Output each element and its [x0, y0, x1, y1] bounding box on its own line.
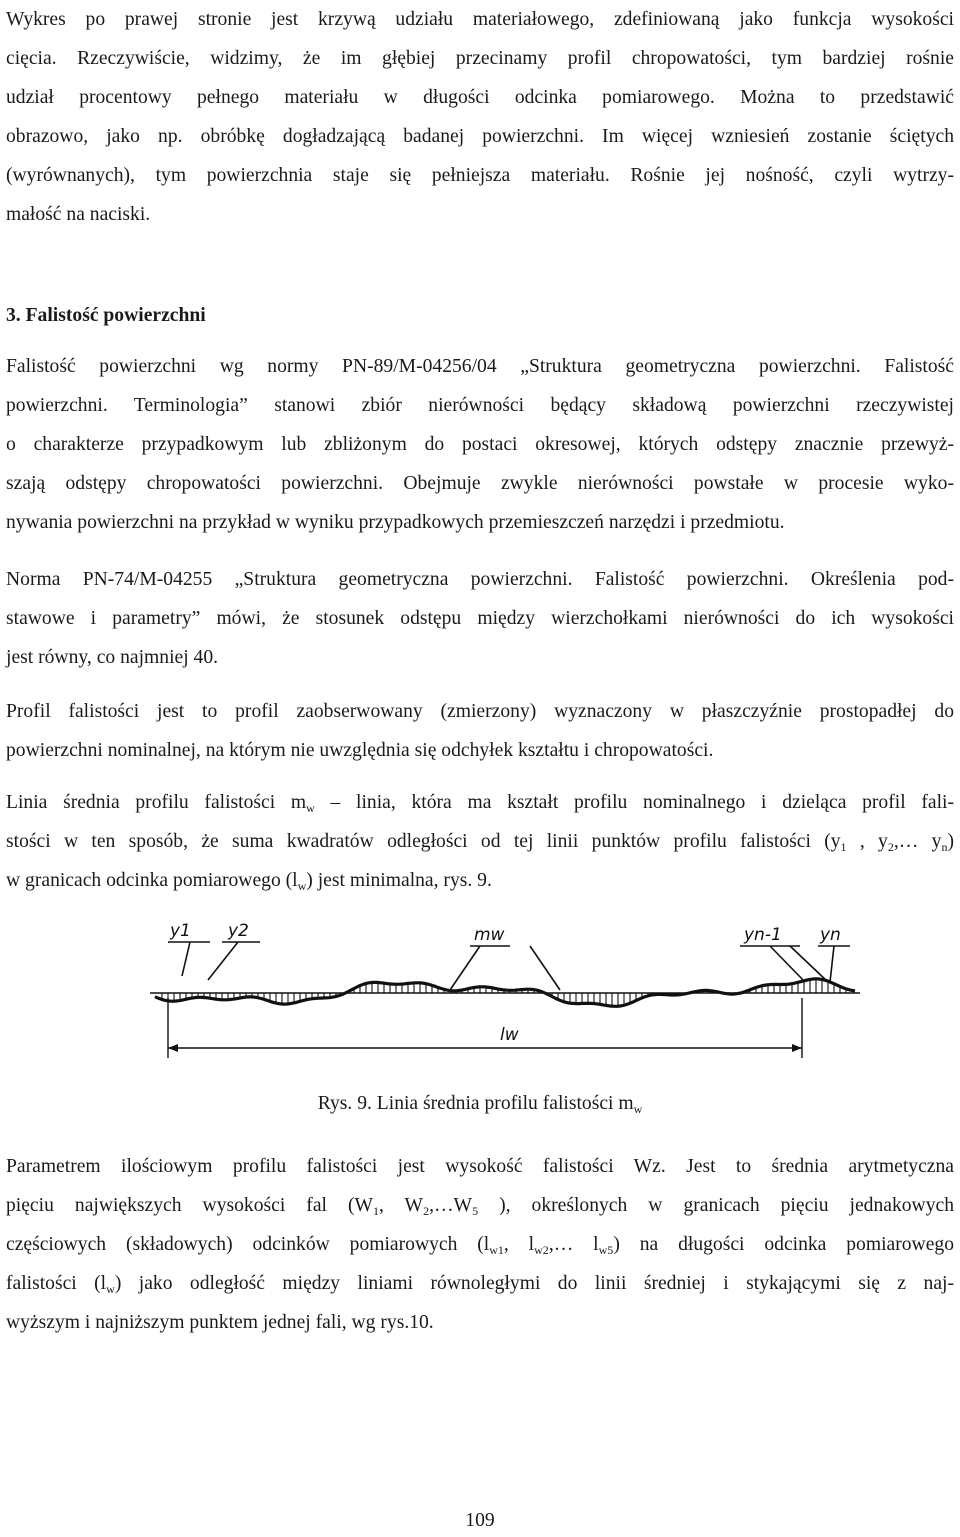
text-line: Profil falistości jest to profil zaobserwowany (zmierzony) wyznaczony w płaszczyźnie prostopadłej do	[6, 701, 954, 722]
paragraph-bearing-curve	[6, 0, 954, 234]
leader-yn1-a	[770, 946, 805, 982]
paragraph-waviness-definition	[6, 347, 954, 542]
text-line: nywania powierzchni na przykład w wyniku przypadkowych przemieszczeń narzędzi i przedmiotu.	[6, 512, 785, 533]
waviness-profile-figure	[150, 908, 860, 1068]
paragraph-mean-line	[6, 783, 954, 900]
text-line: pięciu największych wysokości fal ($W_1$, $W_2,\dots W_5$ ), określonych w granicach pięciu jednakowych	[6, 1195, 954, 1218]
text-line: falistości $(l_w)$ jako odległość między liniami równoległymi do linii średniej i stykającymi się z naj-	[6, 1273, 954, 1296]
text-line: Parametrem ilościowym profilu falistości jest wysokość falistości Wz. Jest to średnia arytmetyczna	[6, 1156, 954, 1177]
text-line: wyższym i najniższym punktem jednej fali, wg rys.10.	[6, 1312, 434, 1333]
page-number: 109	[465, 1510, 495, 1531]
text-line: w granicach odcinka pomiarowego $(l_w)$ jest minimalna, rys. 9.	[6, 870, 492, 893]
text-line: Linia średnia profilu falistości $m_w$ – linia, która ma kształt profilu nominalnego i dzieląca profil fali-	[6, 792, 954, 815]
section-heading: 3. Falistość powierzchni	[6, 305, 206, 326]
leader-yn	[830, 946, 834, 982]
paragraph-waviness-profile	[6, 692, 954, 770]
label-y1: y1	[170, 921, 191, 941]
paragraph-norm	[6, 560, 954, 677]
text-line: cięcia. Rzeczywiście, widzimy, że im głębiej przecinamy profil chropowatości, tym bardziej rośnie	[6, 48, 954, 69]
label-lw: lw	[500, 1025, 519, 1045]
leader-yn1-b	[790, 946, 828, 982]
figure-caption: Rys. 9. Linia średnia profilu falistości $m_w$	[317, 1093, 643, 1116]
text-line: małość na naciski.	[6, 204, 151, 225]
label-leaders	[168, 942, 850, 990]
text-line: stawowe i parametry” mówi, że stosunek odstępu między wierzchołkami nierówności do ich wysokości	[6, 608, 954, 629]
text-line: udział procentowy pełnego materiału w długości odcinka pomiarowego. Można to przedstawić	[6, 87, 954, 108]
leader-mw	[450, 946, 480, 990]
text-line: częściowych (składowych) odcinków pomiarowych ($l_{w1}$, $l_{w2},\dots$ $l_{w5}$) na długości odcinka pomiarowego	[6, 1234, 954, 1257]
label-yn: yn	[820, 925, 841, 945]
text-line: Wykres po prawej stronie jest krzywą udziału materiałowego, zdefiniowaną jako funkcja wysokości	[6, 9, 954, 30]
text-line: (wyrównanych), tym powierzchnia staje się pełniejsza materiału. Rośnie jej nośność, czyli wytrzy-	[6, 165, 954, 186]
label-mw: mw	[474, 925, 505, 945]
text-line: stości w ten sposób, że suma kwadratów odległości od tej linii punktów profilu falistości ($y_1$ , $y_2,\dots$ $y_n$)	[6, 831, 954, 854]
leader-y2	[208, 942, 238, 980]
leader-mw-b	[530, 946, 560, 990]
text-line: obrazowo, jako np. obróbkę dogładzającą badanej powierzchni. Im więcej wzniesień zostanie ściętych	[6, 126, 954, 147]
paragraph-wz-parameter	[6, 1147, 954, 1342]
text-line: Falistość powierzchni wg normy PN-89/M-04256/04 „Struktura geometryczna powierzchni. Falistość	[6, 356, 954, 377]
text-line: powierzchni nominalnej, na którym nie uwzględnia się odchyłek kształtu i chropowatości.	[6, 740, 714, 761]
text-line: Norma PN-74/M-04255 „Struktura geometryczna powierzchni. Falistość powierzchni. Określenia pod-	[6, 569, 954, 590]
text-line: szają odstępy chropowatości powierzchni. Obejmuje zwykle nierówności powstałe w procesie wyko-	[6, 473, 954, 494]
text-line: o charakterze przypadkowym lub zbliżonym do postaci okresowej, których odstępy znacznie przewyż-	[6, 434, 954, 455]
leader-y1	[182, 942, 190, 976]
text-line: jest równy, co najmniej 40.	[6, 647, 219, 668]
text-line: powierzchni. Terminologia” stanowi zbiór nierówności będący składową powierzchni rzeczywistej	[6, 395, 954, 416]
label-y2: y2	[228, 921, 249, 941]
measuring-length-dimension	[168, 998, 802, 1058]
label-yn-1: yn-1	[744, 925, 782, 945]
